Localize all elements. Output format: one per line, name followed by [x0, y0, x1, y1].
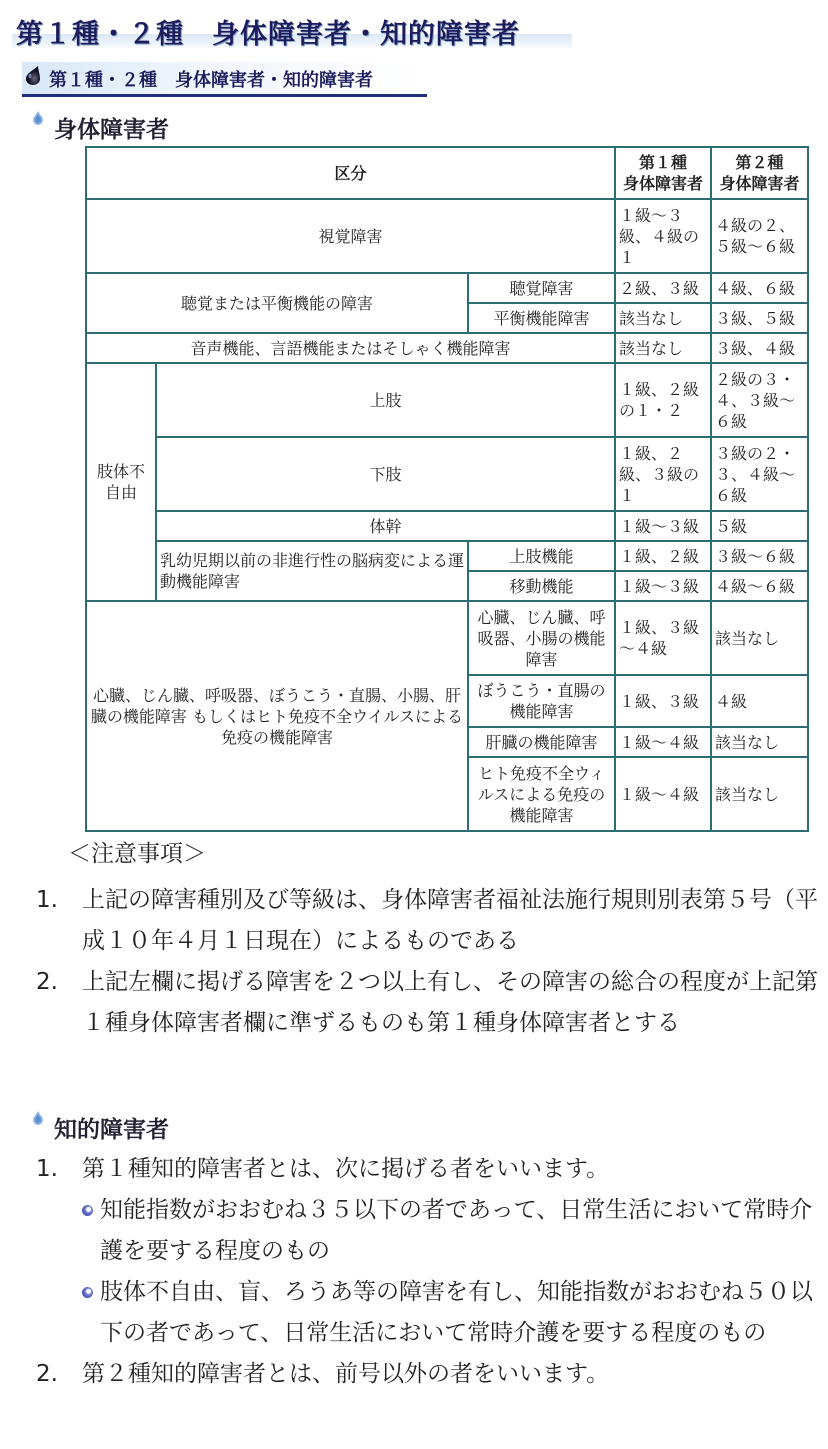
type2-cell: 該当なし: [711, 601, 808, 675]
row-label: 平衡機能障害: [468, 303, 615, 333]
type2-cell: ３級、５級: [711, 303, 808, 333]
row-label: 音声機能、言語機能またはそしゃく機能障害: [86, 333, 615, 363]
row-label: 体幹: [156, 511, 615, 541]
item-text: 第１種知的障害者とは、次に掲げる者をいいます。: [82, 1156, 610, 1182]
table-row: [86, 363, 808, 437]
type2-cell: ４級の２、５級～６級: [711, 199, 808, 273]
item-number: 2.: [36, 1361, 58, 1387]
notes-title: ＜注意事項＞: [68, 841, 206, 867]
item-number: 1.: [36, 1156, 58, 1182]
header-type2: 第２種 身体障害者: [711, 147, 808, 199]
row-label: 下肢: [156, 437, 615, 511]
type1-cell: １級、３級: [615, 675, 711, 727]
drop-bullet-icon: [32, 111, 44, 125]
physical-heading: [32, 111, 169, 144]
note-item: [36, 962, 826, 1044]
group-label: 乳幼児期以前の非進行性の脳病変による運動機能障害: [156, 541, 468, 601]
row-label: ヒト免疫不全ウィルスによる免疫の機能障害: [468, 757, 615, 831]
drop-bullet-icon: [32, 1111, 44, 1125]
table-row: [86, 333, 808, 363]
notes-list: [36, 880, 826, 1044]
type1-cell: ２級、３級: [615, 273, 711, 303]
table-row: [86, 273, 808, 303]
row-label: ぼうこう・直腸の機能障害: [468, 675, 615, 727]
type2-cell: ２級の３・４、３級～６級: [711, 363, 808, 437]
type1-cell: １級～４級: [615, 727, 711, 757]
type1-cell: １級～３級、４級の１: [615, 199, 711, 273]
group-label: 心臓、じん臓、呼吸器、ぼうこう・直腸、小腸、肝臓の機能障害 もしくはヒト免疫不全ウイルスによる免疫の機能障害: [86, 601, 468, 831]
type2-cell: 該当なし: [711, 727, 808, 757]
type1-cell: １級、２級: [615, 541, 711, 571]
type1-cell: １級、３級～４級: [615, 601, 711, 675]
note-text: 上記左欄に掲げる障害を２つ以上有し、その障害の総合の程度が上記第１種身体障害者欄に準ずるものも第１種身体障害者とする: [82, 969, 818, 1036]
bullet-icon: [82, 1287, 93, 1298]
note-item: [36, 880, 826, 962]
type1-cell: １級、２級、３級の１: [615, 437, 711, 511]
water-drop-icon: [24, 65, 42, 85]
type1-cell: １級～３級: [615, 511, 711, 541]
page-title-text: 第１種・２種 身体障害者・知的障害者: [16, 19, 520, 50]
table-header-row: [86, 147, 808, 199]
header-type1: 第１種 身体障害者: [615, 147, 711, 199]
section-banner: [22, 62, 427, 97]
table-row: [86, 541, 808, 571]
intellectual-item: [36, 1149, 826, 1354]
sub-item-text: 肢体不自由、盲、ろうあ等の障害を有し、知能指数がおおむね５０以下の者であって、日常生活において常時介護を要する程度のもの: [100, 1279, 813, 1346]
type2-cell: ３級の２・３、４級～６級: [711, 437, 808, 511]
note-text: 上記の障害種別及び等級は、身体障害者福祉法施行規則別表第５号（平成１０年４月１日現在）によるものである: [82, 887, 818, 954]
table-row: [86, 199, 808, 273]
bullet-icon: [82, 1205, 93, 1216]
row-label: 上肢: [156, 363, 615, 437]
sub-item: [82, 1272, 826, 1354]
type1-cell: １級～４級: [615, 757, 711, 831]
type2-cell: 該当なし: [711, 757, 808, 831]
physical-heading-text: 身体障害者: [54, 117, 169, 143]
row-label: 心臓、じん臓、呼吸器、小腸の機能障害: [468, 601, 615, 675]
type2-cell: ４級: [711, 675, 808, 727]
type2-cell: ４級、６級: [711, 273, 808, 303]
intellectual-list: [36, 1149, 826, 1395]
row-label: 聴覚障害: [468, 273, 615, 303]
item-text: 第２種知的障害者とは、前号以外の者をいいます。: [82, 1361, 610, 1387]
type2-cell: ４級～６級: [711, 571, 808, 601]
sub-list: [82, 1190, 826, 1354]
note-number: 1.: [36, 887, 58, 913]
disability-grade-table: [85, 146, 809, 832]
type2-cell: ３級、４級: [711, 333, 808, 363]
table-row: [86, 437, 808, 511]
row-label: 上肢機能: [468, 541, 615, 571]
page-title: [12, 10, 572, 50]
table-row: [86, 601, 808, 675]
type1-cell: １級、２級の１・２: [615, 363, 711, 437]
sub-item-text: 知能指数がおおむね３５以下の者であって、日常生活において常時介護を要する程度のもの: [100, 1197, 813, 1264]
type1-cell: １級～３級: [615, 571, 711, 601]
group-label: 肢体不自由: [86, 363, 156, 601]
header-category: 区分: [86, 147, 615, 199]
type1-cell: 該当なし: [615, 333, 711, 363]
intellectual-item: [36, 1354, 826, 1395]
section-banner-text: 第１種・２種 身体障害者・知的障害者: [49, 70, 373, 91]
row-label: 移動機能: [468, 571, 615, 601]
row-label: 視覚障害: [86, 199, 615, 273]
group-label: 聴覚または平衡機能の障害: [86, 273, 468, 333]
intellectual-heading-text: 知的障害者: [54, 1117, 169, 1143]
table-row: [86, 511, 808, 541]
sub-item: [82, 1190, 826, 1272]
type1-cell: 該当なし: [615, 303, 711, 333]
intellectual-heading: [32, 1111, 169, 1144]
note-number: 2.: [36, 969, 58, 995]
type2-cell: ５級: [711, 511, 808, 541]
type2-cell: ３級～６級: [711, 541, 808, 571]
row-label: 肝臓の機能障害: [468, 727, 615, 757]
